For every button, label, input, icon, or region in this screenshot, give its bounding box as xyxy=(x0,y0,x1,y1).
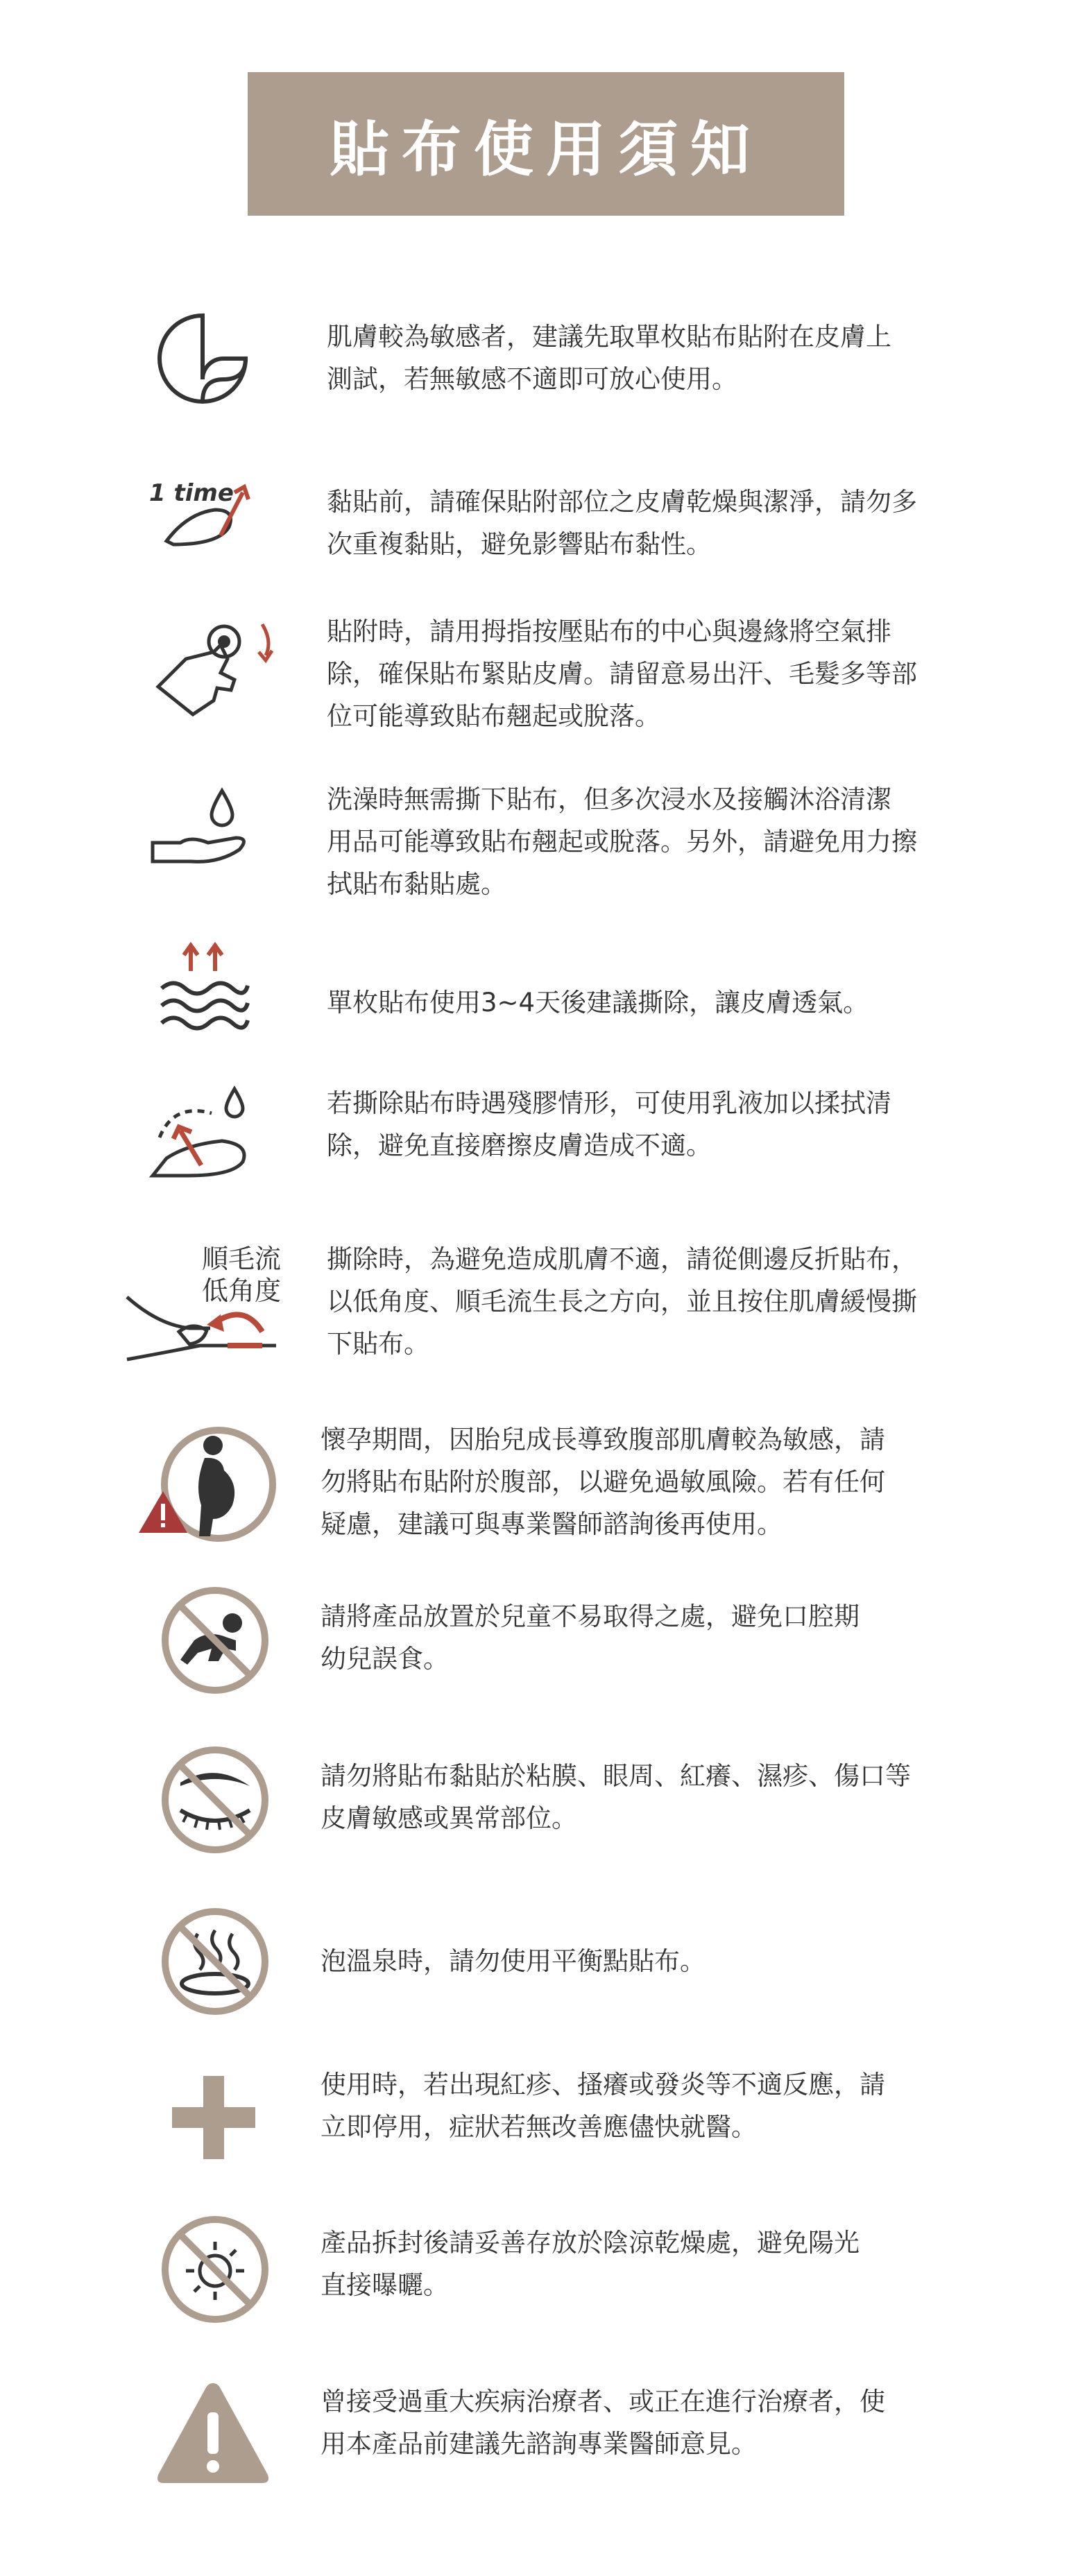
water-drop-hand-icon xyxy=(149,784,260,874)
no-eye-area-icon xyxy=(160,1744,271,1855)
pregnancy-warning-icon xyxy=(135,1422,281,1547)
medical-cross-icon xyxy=(169,2072,259,2163)
residue-remove-icon xyxy=(146,1082,264,1183)
warning-triangle-icon xyxy=(154,2378,272,2489)
note-text-4: 洗澡時無需撕下貼布，但多次浸水及接觸沐浴清潔 用品可能導致貼布翹起或脫落。另外，請避免用力擦 拭貼布黏貼處。 xyxy=(327,784,917,899)
no-sunlight-icon xyxy=(160,2214,271,2325)
note-text-12: 使用時，若出現紅疹、搔癢或發炎等不適反應，請 立即停用，症狀若無改善應儘快就醫。 xyxy=(321,2070,885,2142)
note-text-8: 懷孕期間，因胎兒成長導致腹部肌膚較為敏感，請 勿將貼布貼附於腹部，以避免過敏風險。若有任何 疑慮，建議可與專業醫師諮詢後再使用。 xyxy=(321,1425,885,1539)
note-text-13: 產品拆封後請妥善存放於陰涼乾燥處，避免陽光 直接曝曬。 xyxy=(321,2228,860,2300)
breathable-waves-icon xyxy=(156,940,253,1033)
low-angle-peel-icon xyxy=(123,1290,283,1373)
peel-corner-icon xyxy=(154,310,251,407)
one-time-apply-icon xyxy=(146,472,264,555)
note-text-14: 曾接受過重大疾病治療者、或正在進行治療者，使 用本產品前建議先諮詢專業醫師意見。 xyxy=(321,2387,885,2459)
note-text-7: 撕除時，為避免造成肌膚不適，請從側邊反折貼布， 以低角度、順毛流生長之方向，並且按住肌膚緩慢撕 下貼布。 xyxy=(327,1244,917,1359)
note-text-3: 貼附時，請用拇指按壓貼布的中心與邊緣將空氣排 除，確保貼布緊貼皮膚。請留意易出汗、毛髮多等部 位可能導致貼布翹起或脫落。 xyxy=(327,617,917,731)
page-title: 貼布使用須知 xyxy=(330,114,762,184)
thumb-press-icon xyxy=(151,610,283,721)
note-text-11: 泡溫泉時，請勿使用平衡點貼布。 xyxy=(321,1946,706,1976)
note-text-9: 請將產品放置於兒童不易取得之處，避免口腔期 幼兒誤食。 xyxy=(321,1602,860,1674)
note-text-2: 黏貼前，請確保貼附部位之皮膚乾燥與潔淨，請勿多 次重複黏貼，避免影響貼布黏性。 xyxy=(327,487,917,559)
svg-text:1 time: 1 time xyxy=(149,479,234,507)
no-children-icon xyxy=(160,1585,271,1696)
note-text-5: 單枚貼布使用3~4天後建議撕除，讓皮膚透氣。 xyxy=(327,988,869,1017)
no-hot-spring-icon xyxy=(160,1906,271,2017)
title-banner xyxy=(248,72,844,216)
low-angle-label: 順毛流 低角度 xyxy=(201,1244,281,1306)
note-text-6: 若撕除貼布時遇殘膠情形，可使用乳液加以揉拭清 除，避免直接磨擦皮膚造成不適。 xyxy=(327,1088,891,1160)
note-text-10: 請勿將貼布黏貼於粘膜、眼周、紅癢、濕疹、傷口等 皮膚敏感或異常部位。 xyxy=(321,1761,911,1833)
note-text-1: 肌膚較為敏感者，建議先取單枚貼布貼附在皮膚上 測試，若無敏感不適即可放心使用。 xyxy=(327,322,891,394)
